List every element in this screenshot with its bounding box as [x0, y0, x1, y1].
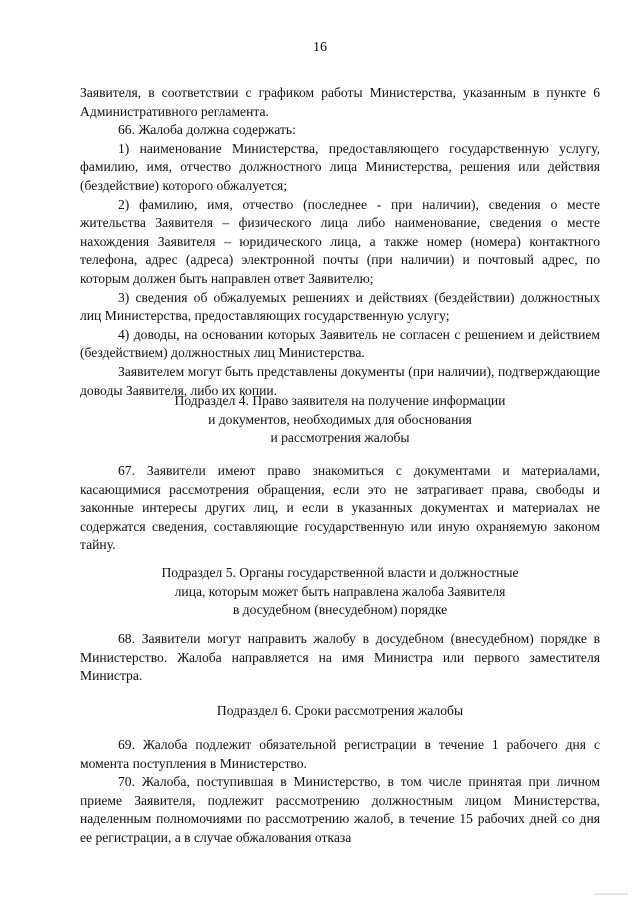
paragraph-67: 67. Заявители имеют право знакомиться с документами и материалами, касающимися рассмотрения обращения, если это не затрагивает права, свободы и законные интересы других лиц, и если в указанных документах и материалах не содержатся сведения, составляющие государственную или иную охраняемую законом тайну. — [80, 463, 600, 553]
paragraph-66: 66. Жалоба должна содержать: — [118, 122, 296, 138]
paragraph-66-item-2: 2) фамилию, имя, отчество (последнее - при наличии), сведения о месте жительства Заявителя – физического лица либо наименование, сведения о месте нахождения Заявителя – юридического лица, а также номер (номера) контактного телефона, адрес (адреса) электронной почты (при наличии) и почтовый адрес, по которым должен быть направлен ответ Заявителю; — [80, 196, 600, 286]
heading-line: и документов, необходимых для обоснования — [208, 411, 472, 427]
subsection-5-heading — [80, 564, 600, 620]
paragraph-66-item-3: 3) сведения об обжалуемых решениях и действиях (бездействии) должностных лиц Министерства, предоставляющих государственную услугу; — [80, 289, 600, 324]
subsection-4-heading — [80, 392, 600, 448]
heading-line: Подраздел 6. Сроки рассмотрения жалобы — [216, 703, 464, 718]
deadline-section — [80, 736, 600, 848]
heading-line: и рассмотрения жалобы — [270, 430, 410, 446]
heading-line: лица, которым может быть направлена жалоба Заявителя — [174, 583, 506, 599]
paragraph-66-item-4: 4) доводы, на основании которых Заявитель не согласен с решением и действием (бездействием) должностных лиц Министерства. — [80, 326, 600, 361]
complaint-content-section — [80, 84, 600, 400]
paragraph-66-item-1: 1) наименование Министерства, предоставляющего государственную услугу, фамилию, имя, отчество должностного лица Министерства, решения или действия (бездействие) которого обжалуется; — [80, 140, 600, 193]
paragraph-68-section — [80, 630, 600, 686]
paragraph-70: 70. Жалоба, поступившая в Министерство, в том числе принятая при личном приеме Заявителя, подлежит рассмотрению должностным лицом Министерства, наделенным полномочиями по рассмотрению жалоб, в течение 15 рабочих дней со дня ее регистрации, а в случае обжалования отказа — [80, 774, 600, 845]
paragraph-66-documents: Заявителем могут быть представлены документы (при наличии), подтверждающие доводы Заявителя, либо их копии. — [80, 363, 600, 398]
paragraph-continuation: Заявителя, в соответствии с графиком работы Министерства, указанным в пункте 6 Административного регламента. — [80, 85, 600, 119]
heading-line: Подраздел 5. Органы государственной власти и должностные — [161, 565, 519, 580]
heading-line: в досудебном (внесудебном) порядке — [232, 602, 448, 618]
paragraph-69: 69. Жалоба подлежит обязательной регистрации в течение 1 рабочего дня с момента поступления в Министерство. — [80, 737, 600, 771]
heading-line: Подраздел 4. Право заявителя на получение информации — [174, 393, 506, 408]
paragraph-68: 68. Заявители могут направить жалобу в досудебном (внесудебном) порядке в Министерство. Жалоба направляется на имя Министра или первого заместителя Министра. — [80, 631, 600, 684]
paragraph-67-section — [80, 462, 600, 555]
scan-edge-mark — [594, 893, 628, 895]
subsection-6-heading — [80, 702, 600, 721]
page-number: 16 — [313, 40, 327, 55]
